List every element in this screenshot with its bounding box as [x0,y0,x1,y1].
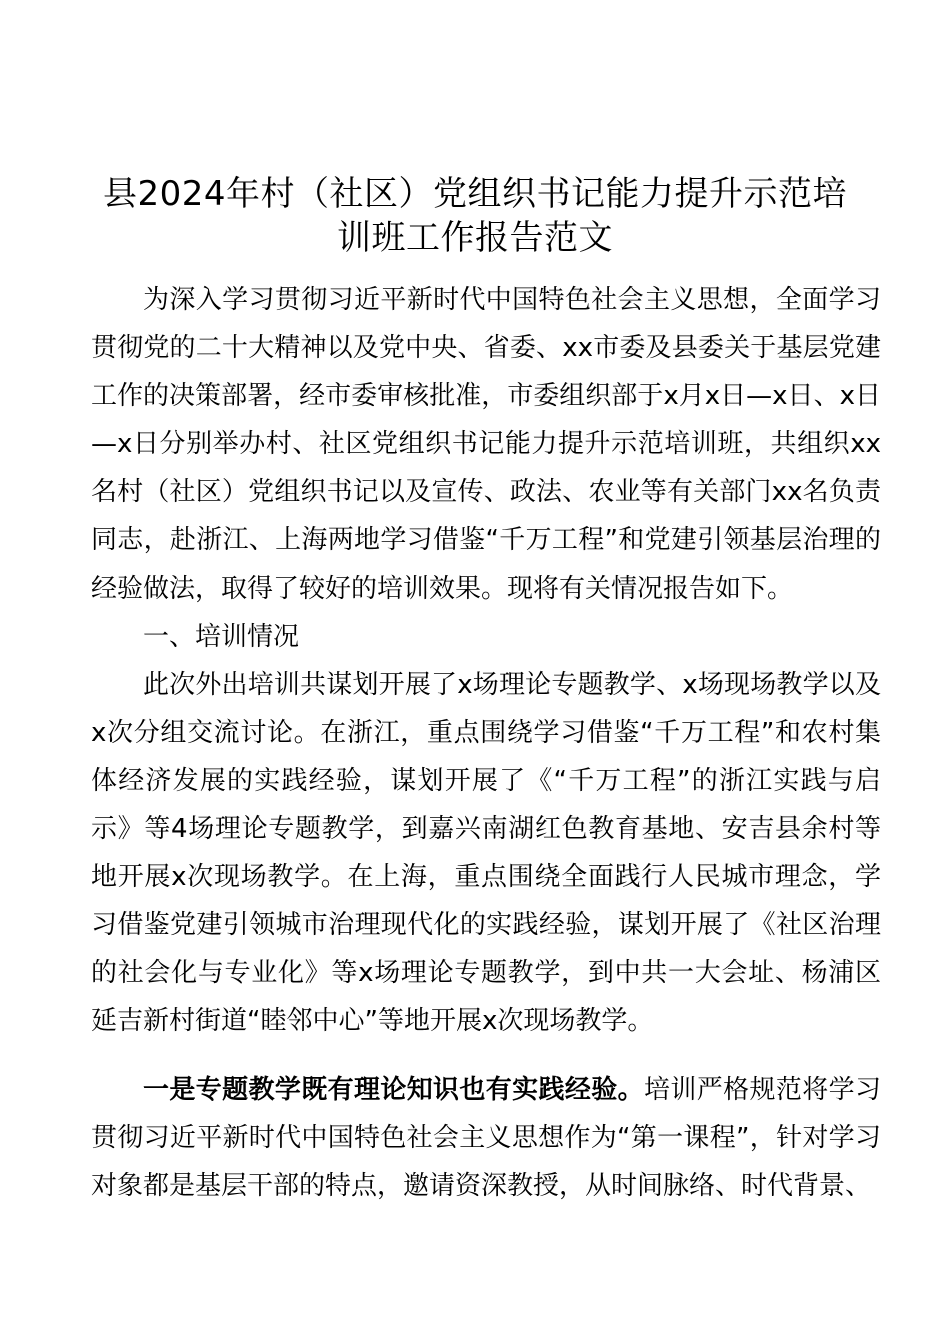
intro-paragraph: 为深入学习贯彻习近平新时代中国特色社会主义思想，全面学习贯彻党的二十大精神以及党中央、省委、xx市委及县委关于基层党建工作的决策部署，经市委审核批准，市委组织部于x月x日—x日、x日—x日分别举办村、社区党组织书记能力提升示范培训班，共组织xx名村（社区）党组织书记以及宣传、政法、农业等有关部门xx名负责同志，赴浙江、上海两地学习借鉴“千万工程”和党建引领基层治理的经验做法，取得了较好的培训效果。现将有关情况报告如下。 [91,285,881,604]
section-heading-training: 一、培训情况 [143,621,300,652]
title-line-2: 训班工作报告范文 [337,218,613,258]
document-body [91,276,881,1210]
title-line-1: 县2024年村（社区）党组织书记能力提升示范培 [102,174,848,214]
point-one-lead: 一是专题教学既有理论知识也有实践经验。 [143,1074,645,1105]
point-one-paragraph [91,1066,881,1210]
document-title [90,172,860,260]
paragraph-gap [91,1046,881,1066]
point-one-text: 培训严格规范将学习贯彻习近平新时代中国特色社会主义思想作为“第一课程”，针对学习对象都是基层干部的特点，邀请资深教授，从时间脉络、时代背景、 [91,1074,881,1201]
training-paragraph: 此次外出培训共谋划开展了x场理论专题教学、x场现场教学以及x次分组交流讨论。在浙江，重点围绕学习借鉴“千万工程”和农村集体经济发展的实践经验，谋划开展了《“千万工程”的浙江实践与启示》等4场理论专题教学，到嘉兴南湖红色教育基地、安吉县余村等地开展x次现场教学。在上海，重点围绕全面践行人民城市理念，学习借鉴党建引领城市治理现代化的实践经验，谋划开展了《社区治理的社会化与专业化》等x场理论专题教学，到中共一大会址、杨浦区延吉新村街道“睦邻中心”等地开展x次现场教学。 [91,669,881,1037]
